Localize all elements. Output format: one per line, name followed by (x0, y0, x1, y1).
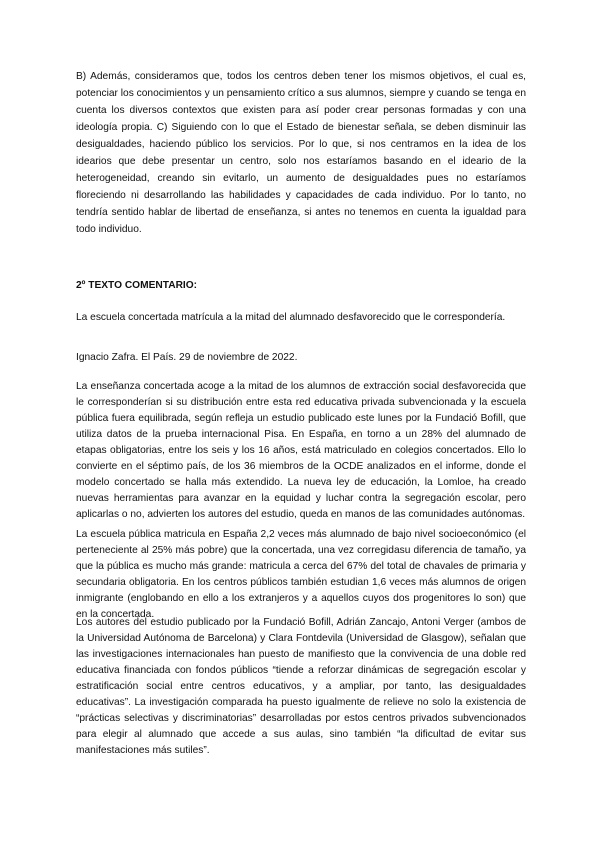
section-heading: 2º TEXTO COMENTARIO: (76, 280, 198, 291)
paragraph-opinion: B) Además, consideramos que, todos los centros deben tener los mismos objetivos, el cual es, potenciar los conocimientos y un pensamiento crítico a sus alumnos, siempre y cuando se tenga en cuenta los diversos contextos que existen para así poder crear personas formadas y con una ideología propia. C) Siguiendo con lo que el Estado de bienestar señala, se deben disminuir las desigualdades, haciendo público los servicios. Por lo que, si nos centramos en la idea de los idearios que debe presentar un centro, solo nos estaríamos basando en el ideario de la heterogeneidad, creando sin evitarlo, un aumento de desigualdades pues no estaríamos floreciendo ni desarrollando las habilidades y capacidades de cada individuo. Por lo tanto, no tendría sentido hablar de libertad de enseñanza, si antes no tenemos en cuenta la igualdad para todo individuo. (76, 71, 526, 235)
article-byline: Ignacio Zafra. El País. 29 de noviembre de 2022. (76, 352, 298, 363)
article-title: La escuela concertada matrícula a la mitad del alumnado desfavorecido que le correspondería. (76, 312, 506, 323)
article-paragraph-3: Los autores del estudio publicado por la Fundació Bofill, Adrián Zancajo, Antoni Verger (ambos de la Universidad Autónoma de Barcelona) y Clara Fontdevila (Universidad de Glasgow), señalan que las investigaciones internacionales han puesto de manifiesto que la convivencia de una doble red educativa financiada con fondos públicos “tiende a reforzar dinámicas de segregación escolar y estratificación social entre centros educativos, y a ampliar, por tanto, las desigualdades educativas”. La investigación comparada ha puesto igualmente de relieve no solo la existencia de “prácticas selectivas y discriminatorias” desarrolladas por estos centros privados subvencionados para elegir al alumnado que accede a sus aulas, sino también “la dificultad de evitar sus manifestaciones más sutiles”. (76, 617, 526, 756)
article-paragraph-1: La enseñanza concertada acoge a la mitad de los alumnos de extracción social desfavorecida que le corresponderían si su distribución entre esta red educativa privada subvencionada y la escuela pública fuera equilibrada, según refleja un estudio publicado este lunes por la Fundació Bofill, que utiliza datos de la prueba internacional Pisa. En España, en torno a un 28% del alumnado de etapas obligatorias, entre los seis y los 16 años, está matriculado en colegios concertados. Ello lo convierte en el séptimo país, de los 36 miembros de la OCDE analizados en el informe, donde el modelo concertado se halla más extendido. La nueva ley de educación, la Lomloe, ha creado nuevas herramientas para avanzar en la equidad y luchar contra la segregación escolar, pero aplicarlas o no, advierten los autores del estudio, queda en manos de las comunidades autónomas. (76, 381, 526, 520)
article-paragraph-2: La escuela pública matricula en España 2,2 veces más alumnado de bajo nivel socioeconómico (el perteneciente al 25% más pobre) que la concertada, una vez corregidasu diferencia de tamaño, ya que la pública es mucho más grande: matricula a cerca del 67% del total de chavales de primaria y secundaria obligatoria. En los centros públicos también estudian 1,6 veces más alumnos de origen inmigrante (englobando en ello a los extranjeros y a aquellos cuyos dos progenitores lo son) que en la concertada. (76, 529, 526, 620)
